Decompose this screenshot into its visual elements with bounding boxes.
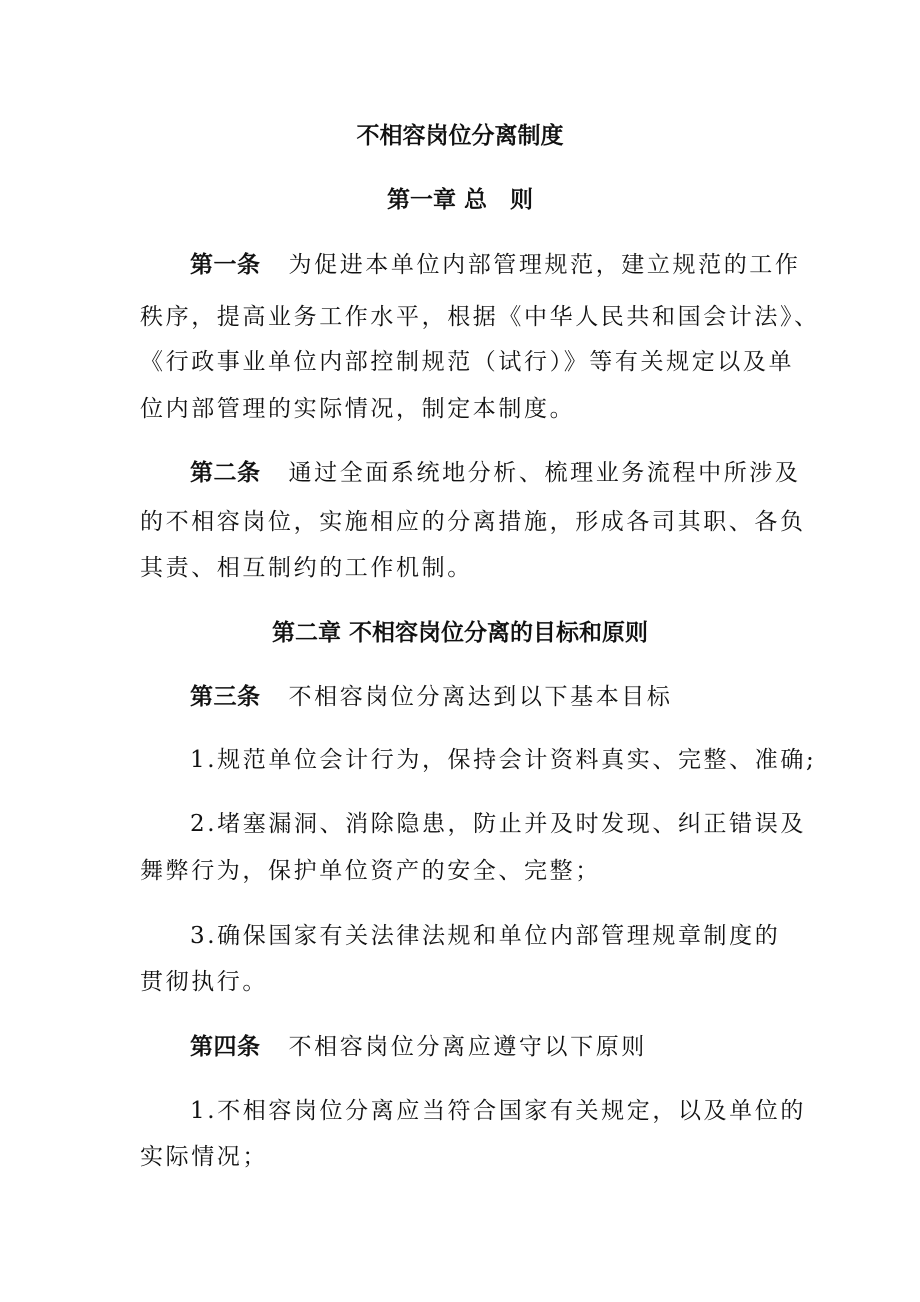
article-4-first-line [190,1032,647,1062]
article-1-label: 第一条 [190,252,261,278]
chapter-1-heading: 第一章 总 则 [386,187,533,213]
goal-2-line-2: 舞弊行为，保护单位资产的安全、完整； [140,858,601,884]
article-2-first-line [190,458,801,488]
article-1-line-1: 为促进本单位内部管理规范，建立规范的工作 [288,252,801,278]
principle-1-line-1: 1.不相容岗位分离应当符合国家有关规定，以及单位的 [190,1098,806,1124]
goal-3-line-1: 3.确保国家有关法律法规和单位内部管理规章制度的 [190,923,781,949]
article-1-line-3: 《行政事业单位内部控制规范（试行）》等有关规定以及单 [140,349,795,375]
article-3-line-1: 不相容岗位分离达到以下基本目标 [288,684,673,710]
chapter-2-heading: 第二章 不相容岗位分离的目标和原则 [271,620,648,646]
article-2-line-2: 的不相容岗位，实施相应的分离措施，形成各司其职、各负 [140,509,806,535]
article-3-first-line [190,682,673,712]
article-2-label: 第二条 [190,460,261,486]
article-1-line-2: 秩序，提高业务工作水平，根据《中华人民共和国会计法》、 [140,304,820,330]
article-2-line-1: 通过全面系统地分析、梳理业务流程中所涉及 [288,460,801,486]
goal-1-line-1: 1.规范单位会计行为，保持会计资料真实、完整、准确; [190,747,817,773]
article-4-line-1: 不相容岗位分离应遵守以下原则 [288,1034,647,1060]
document-title: 不相容岗位分离制度 [356,123,564,149]
goal-3-line-2: 贯彻执行。 [140,969,268,995]
article-2-line-3: 其责、相互制约的工作机制。 [140,555,473,581]
goal-2-line-1: 2.堵塞漏洞、消除隐患，防止并及时发现、纠正错误及 [190,811,806,837]
principle-1-line-2: 实际情况； [140,1144,268,1170]
article-3-label: 第三条 [190,684,261,710]
article-4-label: 第四条 [190,1034,261,1060]
article-1-first-line [190,250,801,280]
article-1-line-4: 位内部管理的实际情况，制定本制度。 [140,396,576,422]
